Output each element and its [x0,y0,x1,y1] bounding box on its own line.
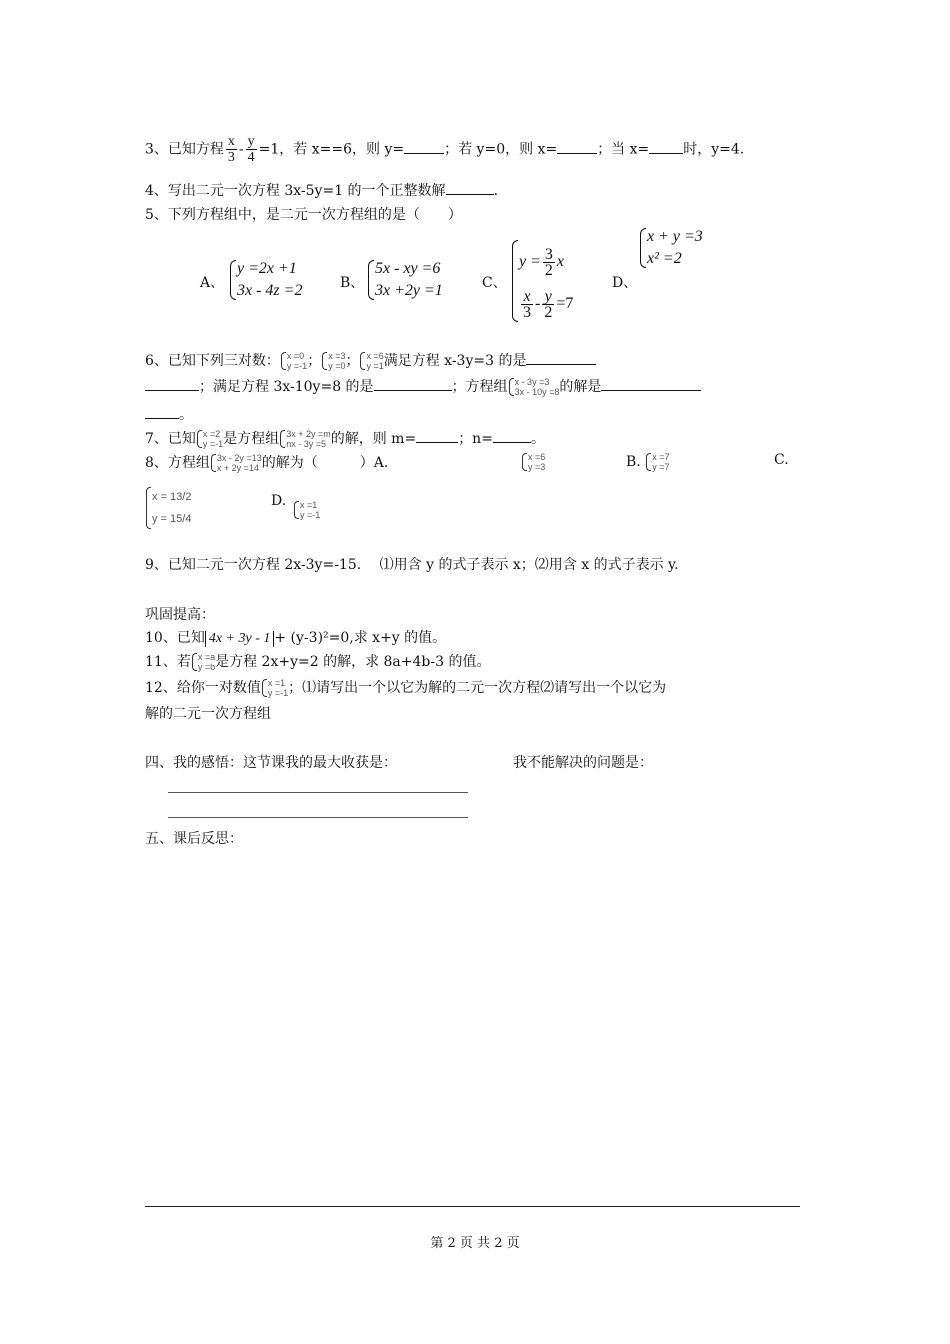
q3-mid2: ；当 x= [597,141,650,158]
q6-text4: ；方程组 [451,379,508,395]
question-6-line-2 [145,376,701,397]
question-5 [145,204,462,224]
q6-pair-1 [280,351,307,371]
q12-text2: ；⑴请写出一个以它为解的二元一次方程⑵请写出一个以它为 [288,680,667,696]
q3-eq: =1，若 x==6，则 y= [258,141,405,158]
q9-text: 9、已知二元一次方程 2x-3y=-15. ⑴用含 y 的式子表示 x；⑵用含 x 的式子表示 y. [145,557,679,573]
q8-option-c-label: C. [774,452,789,468]
q8-option-a [521,452,545,472]
q3-fx-den: 3 [227,150,235,165]
q6-pair-3 [359,351,383,371]
q3-fraction-y [246,134,257,165]
q3-blank-2[interactable] [557,139,597,154]
question-4 [145,180,498,200]
q5-c-r1-pre: y = [519,253,541,270]
q5-option-b-label: B、 [340,275,365,291]
q5-option-d-system [638,226,703,270]
q5-option-a-system [228,258,302,302]
question-11 [145,651,490,672]
q8-d2: y =-1 [300,510,321,520]
q8-text2: 的解为（ ）A. [261,455,389,471]
question-3 [145,134,744,165]
q6-s2a: x =3 [328,351,346,361]
q7-end: 。 [530,431,545,447]
q8-system [210,453,262,473]
q8-a2: y =3 [528,462,546,472]
q6-s3b: y =1 [366,361,384,371]
q3-fy-den: 4 [247,150,255,165]
q7-text3: 的解，则 m= [330,431,417,447]
q5-option-d-label: D、 [612,275,638,291]
q11-s1a: x =a [197,652,216,662]
q3-mid1: ；若 y=0，则 x= [444,141,558,158]
q3-fx-num: x [227,134,235,149]
q3-fraction-x [226,134,237,165]
q7-text2: 是方程组 [223,431,280,447]
q10-text2: + (y-3)²=0,求 x+y 的值。 [274,630,447,646]
q5-option-c-label: C、 [482,275,507,291]
q8-b1: x =7 [652,452,670,462]
question-10 [145,627,446,647]
q7-s2b: nx - 3y =5 [286,439,326,449]
question-9 [145,554,679,574]
q5-d-row1: x + y =3 [647,228,703,245]
q5-c-r1-den: 2 [544,261,553,279]
q8-option-d [293,500,320,520]
q8-c2: y = 15/4 [152,513,192,525]
section-4-question: 我不能解决的问题是： [513,755,653,771]
q6-blank-3[interactable] [601,376,701,391]
q5-c-r2-mid: - [535,295,541,312]
q6-system [508,377,560,397]
q8-option-c [145,486,191,530]
q5-a-row2: 3x - 4z =2 [237,282,303,299]
q6-s4a: x - 3y =3 [514,377,550,387]
question-12-line-2: 解的二元一次方程组 [145,706,271,722]
q11-s1b: y =b [197,662,216,672]
q6-text5: 的解是 [559,379,602,395]
q7-s2a: 3x + 2y =m [286,429,331,439]
q8-text1: 8、方程组 [145,455,210,471]
q8-d1: x =1 [300,500,318,510]
q5-c-r2-d2: 2 [544,303,553,321]
q3-tail: 时，y=4. [683,141,745,158]
q4-text: 4、写出二元一次方程 3x-5y=1 的一个正整数解 [145,183,446,199]
q6-s1a: x =0 [286,351,305,361]
q5-a-row1: y =2x +1 [237,260,297,277]
q7-blank-n[interactable] [493,428,531,443]
q3-prefix: 3、已知方程 [145,141,224,158]
q7-text1: 7、已知 [145,431,196,447]
q6-s3a: x =6 [366,351,384,361]
q5-c-r1-post: x [556,253,565,270]
q4-blank[interactable] [446,180,494,195]
q11-text1: 11、若 [145,654,191,670]
section-4-reflection: 四、我的感悟：这节课我的最大收获是： [145,755,397,771]
q8-b-label: B. [626,454,641,470]
section-consolidate: 巩固提高： [145,607,215,623]
answer-line-1[interactable] [168,792,468,793]
q4-end: . [493,183,499,199]
q5-c-r2-n1: x [521,289,533,305]
q5-c-r2-n2: y [542,289,554,305]
question-7 [145,428,545,449]
q12-pair [261,678,288,698]
q5-b-row1: 5x - xy =6 [375,260,441,277]
q6-blank-1[interactable] [526,350,596,365]
q7-s1b: y =-1 [202,439,224,449]
footer-divider [145,1206,800,1207]
q10-text1: 10、已知 [145,630,205,646]
q11-pair [191,652,215,672]
q3-minus: - [238,141,244,158]
q3-blank-3[interactable] [649,139,683,154]
q8-a1: x =6 [528,452,546,462]
q5-c-r2-post: =7 [556,295,574,312]
q12-s1a: x =1 [267,678,286,688]
q5-c-r1-num: 3 [544,245,553,263]
section-5-reflection: 五、课后反思： [145,831,243,847]
q8-s1a: 3x - 2y =13 [216,453,262,463]
q8-option-b [626,452,669,472]
q5-b-row2: 3x +2y =1 [375,282,443,299]
q6-sep2: ； [345,353,360,369]
q6-blank-3-cont[interactable] [145,404,179,419]
q7-system [279,429,331,449]
q7-text4: ；n= [458,431,493,447]
question-12-line-1 [145,677,666,698]
q6-s2b: y =0 [328,361,346,371]
answer-line-2[interactable] [168,817,468,818]
q10-absolute-value: 4x + 3y - 1 [205,631,275,647]
q8-s1b: x + 2y =14 [216,463,259,473]
q7-blank-m[interactable] [416,428,458,443]
q11-text2: 是方程 2x+y=2 的解，求 8a+4b-3 的值。 [215,654,491,670]
q6-text3: ；满足方程 3x-10y=8 的是 [199,379,374,395]
q3-fy-num: y [247,134,255,149]
q6-pair-2 [321,351,345,371]
question-6-line-1 [145,350,596,371]
q5-d-row2: x² =2 [647,250,682,267]
q5-option-c-system [510,238,573,324]
q6-sep1: ； [307,353,322,369]
q5-text: 5、下列方程组中，是二元一次方程组的是（ ） [145,207,462,223]
q6-text1: 6、已知下列三对数： [145,353,280,369]
q5-c-r2-d1: 3 [523,303,531,321]
q6-s1b: y =-1 [286,361,308,371]
q7-pair [196,429,223,449]
question-8 [145,452,388,473]
question-6-line-3 [145,404,193,424]
q5-option-a-label: A、 [200,275,225,291]
q6-s4b: 3x - 10y =8 [514,387,560,397]
q12-text1: 12、给你一对数值 [145,680,261,696]
q6-blank-1-cont[interactable] [145,376,199,391]
q8-option-d-label: D. [271,493,287,509]
q12-s1b: y =-1 [267,688,289,698]
q6-text2: 满足方程 x-3y=3 的是 [383,353,527,369]
q6-blank-2[interactable] [374,376,452,391]
q8-b2: y =7 [652,462,670,472]
q7-s1a: x =2 [202,429,221,439]
q8-c1: x = 13/2 [152,491,192,503]
q5-option-b-system [366,258,443,302]
q6-end: 。 [179,407,193,423]
page-number: 第 2 页 共 2 页 [430,1236,520,1251]
q3-blank-1[interactable] [404,139,444,154]
